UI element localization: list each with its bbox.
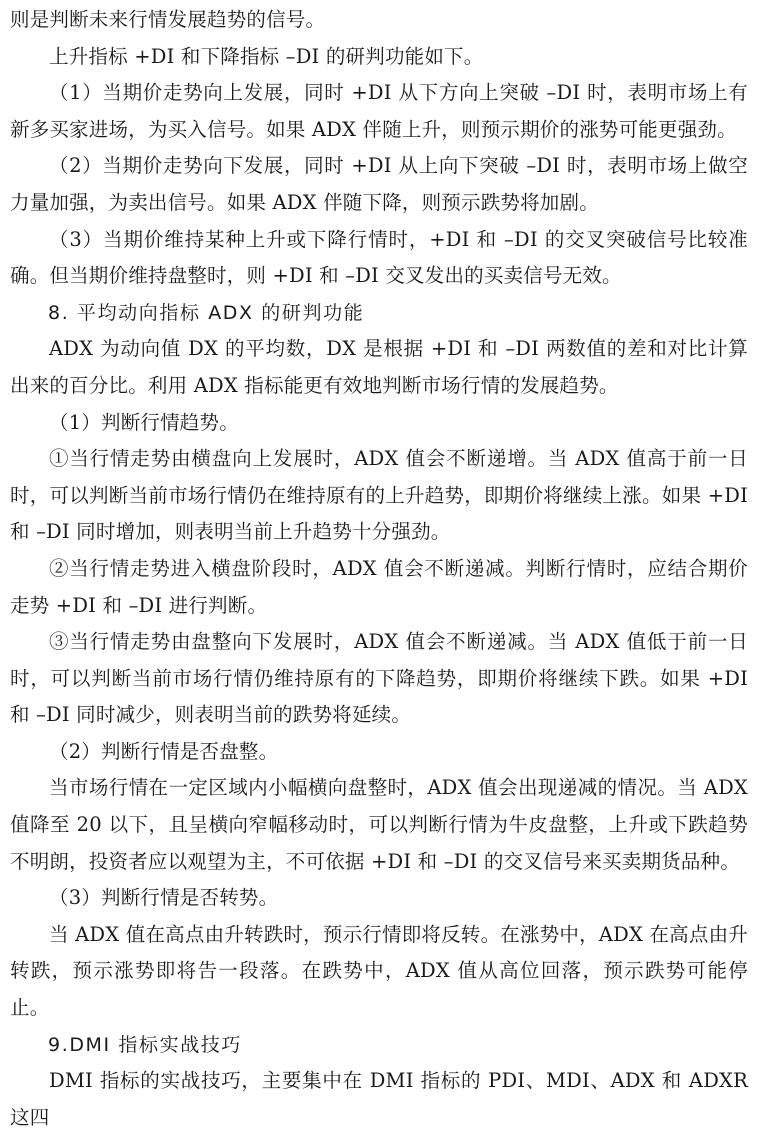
paragraph-di-rule-2: （2）当期价走势向下发展，同时 +DI 从上向下突破 –DI 时，表明市场上做空力量加强，为卖出信号。如果 ADX 伴随下降，则预示跌势将加剧。 (10, 154, 748, 214)
paragraph-di-intro: 上升指标 +DI 和下降指标 –DI 的研判功能如下。 (49, 44, 484, 68)
paragraph-reversal-heading: （3）判断行情是否转势。 (49, 886, 279, 910)
paragraph-trend-2: ②当行情走势进入横盘阶段时，ADX 值会不断递减。判断行情时，应结合期价走势 +DI 和 –DI 进行判断。 (10, 556, 748, 617)
paragraph-trend-heading: （1）判断行情趋势。 (49, 410, 239, 434)
paragraph-reversal: 当 ADX 值在高点由升转跌时，预示行情即将反转。在涨势中，ADX 在高点由升转跌，预示涨势即将告一段落。在跌势中，ADX 值从高位回落，预示跌势可能停止。 (10, 922, 748, 1020)
paragraph-dmi-techniques: DMI 指标的实战技巧，主要集中在 DMI 指标的 PDI、MDI、ADX 和 ADXR 这四 (10, 1069, 748, 1129)
paragraph-consolidation: 当市场行情在一定区域内小幅横向盘整时，ADX 值会出现递减的情况。当 ADX 值降至 20 以下，且呈横向窄幅移动时，可以判断行情为牛皮盘整，上升或下跌趋势不明朗，投资者应以观望为主，不可依据 +DI 和 –DI 的交叉信号来买卖期货品种。 (10, 776, 748, 873)
section-heading-dmi: 9.DMI 指标实战技巧 (48, 1033, 242, 1056)
paragraph-trend-1: ①当行情走势由横盘向上发展时，ADX 值会不断递增。当 ADX 值高于前一日时，可以判断当前市场行情仍在维持原有的上升趋势，即期价将继续上涨。如果 +DI 和 –DI 同时增加，则表明当前上升趋势十分强劲。 (10, 447, 748, 544)
paragraph-consolidation-heading: （2）判断行情是否盘整。 (49, 739, 279, 763)
section-heading-adx: 8. 平均动向指标 ADX 的研判功能 (48, 301, 365, 324)
paragraph-di-rule-3: （3）当期价维持某种上升或下降行情时，+DI 和 –DI 的交叉突破信号比较准确。但当期价维持盘整时，则 +DI 和 –DI 交叉发出的买卖信号无效。 (10, 227, 748, 288)
paragraph-adx-definition: ADX 为动向值 DX 的平均数，DX 是根据 +DI 和 –DI 两数值的差和对比计算出来的百分比。利用 ADX 指标能更有效地判断市场行情的发展趋势。 (10, 337, 748, 397)
paragraph-continuation: 则是判断未来行情发展趋势的信号。 (10, 8, 326, 31)
paragraph-trend-3: ③当行情走势由盘整向下发展时，ADX 值会不断递减。当 ADX 值低于前一日时，可以判断当前市场行情仍维持原有的下降趋势，即期价将继续下跌。如果 +DI 和 –DI 同时减少，则表明当前的跌势将延续。 (10, 630, 748, 727)
paragraph-di-rule-1: （1）当期价走势向上发展，同时 +DI 从下方向上突破 –DI 时，表明市场上有新多买家进场，为买入信号。如果 ADX 伴随上升，则预示期价的涨势可能更强劲。 (10, 81, 748, 141)
